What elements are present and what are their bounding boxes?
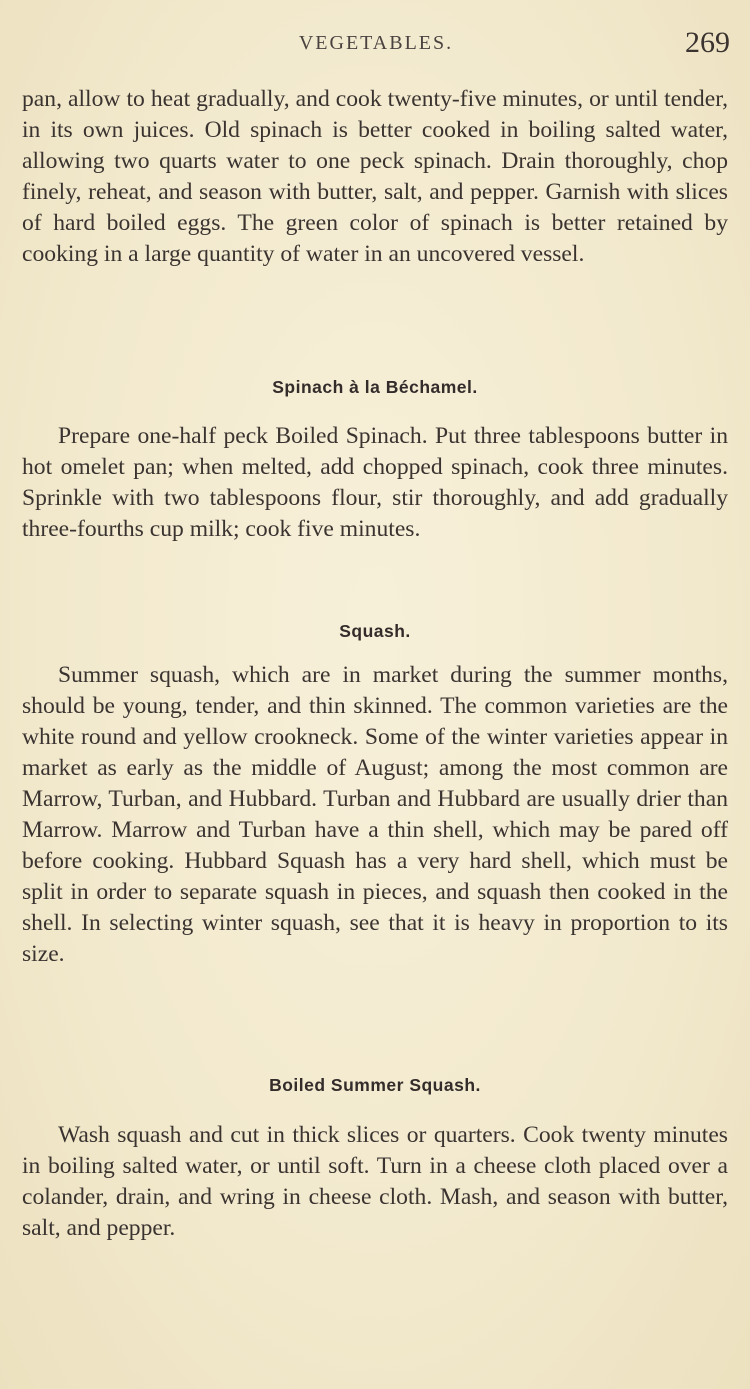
- page-number: 269: [685, 26, 730, 59]
- paragraph-spinach-continued: pan, allow to heat gradually, and cook twenty-five minutes, or until tender, in its own juices. Old spinach is better cooked in boiling salted water, allowing two quarts water to one peck spinach. Drain thoroughly, chop finely, reheat, and season with butter, salt, and pepper. Garnish with slices of hard boiled eggs. The green color of spinach is better retained by cooking in a large quantity of water in an uncovered vessel.: [22, 86, 728, 267]
- heading-boiled-summer-squash: Boiled Summer Squash.: [269, 1075, 481, 1095]
- heading-spinach-bechamel: Spinach à la Béchamel.: [272, 377, 478, 397]
- running-head: [22, 26, 730, 66]
- paragraph-squash: Summer squash, which are in market during the summer months, should be young, tender, and thin skinned. The common varieties are the white round and yellow crookneck. Some of the winter varieties appear in market as early as the middle of August; among the most common are Marrow, Turban, and Hubbard. Turban and Hubbard are usually drier than Marrow. Marrow and Turban have a thin shell, which may be pared off before cooking. Hubbard Squash has a very hard shell, which must be split in order to separate squash in pieces, and squash then cooked in the shell. In selecting winter squash, see that it is heavy in proportion to its size.: [22, 662, 728, 967]
- paragraph-boiled-summer-squash: Wash squash and cut in thick slices or quarters. Cook twenty minutes in boiling salted water, or until soft. Turn in a cheese cloth placed over a colander, drain, and wring in cheese cloth. Mash, and season with butter, salt, and pepper.: [22, 1122, 728, 1241]
- heading-squash: Squash.: [339, 621, 411, 641]
- running-title: VEGETABLES.: [298, 32, 454, 54]
- paragraph-spinach-bechamel: Prepare one-half peck Boiled Spinach. Put three tablespoons butter in hot omelet pan; when melted, add chopped spinach, cook three minutes. Sprinkle with two tablespoons flour, stir thoroughly, and add gradually three-fourths cup milk; cook five minutes.: [22, 423, 728, 542]
